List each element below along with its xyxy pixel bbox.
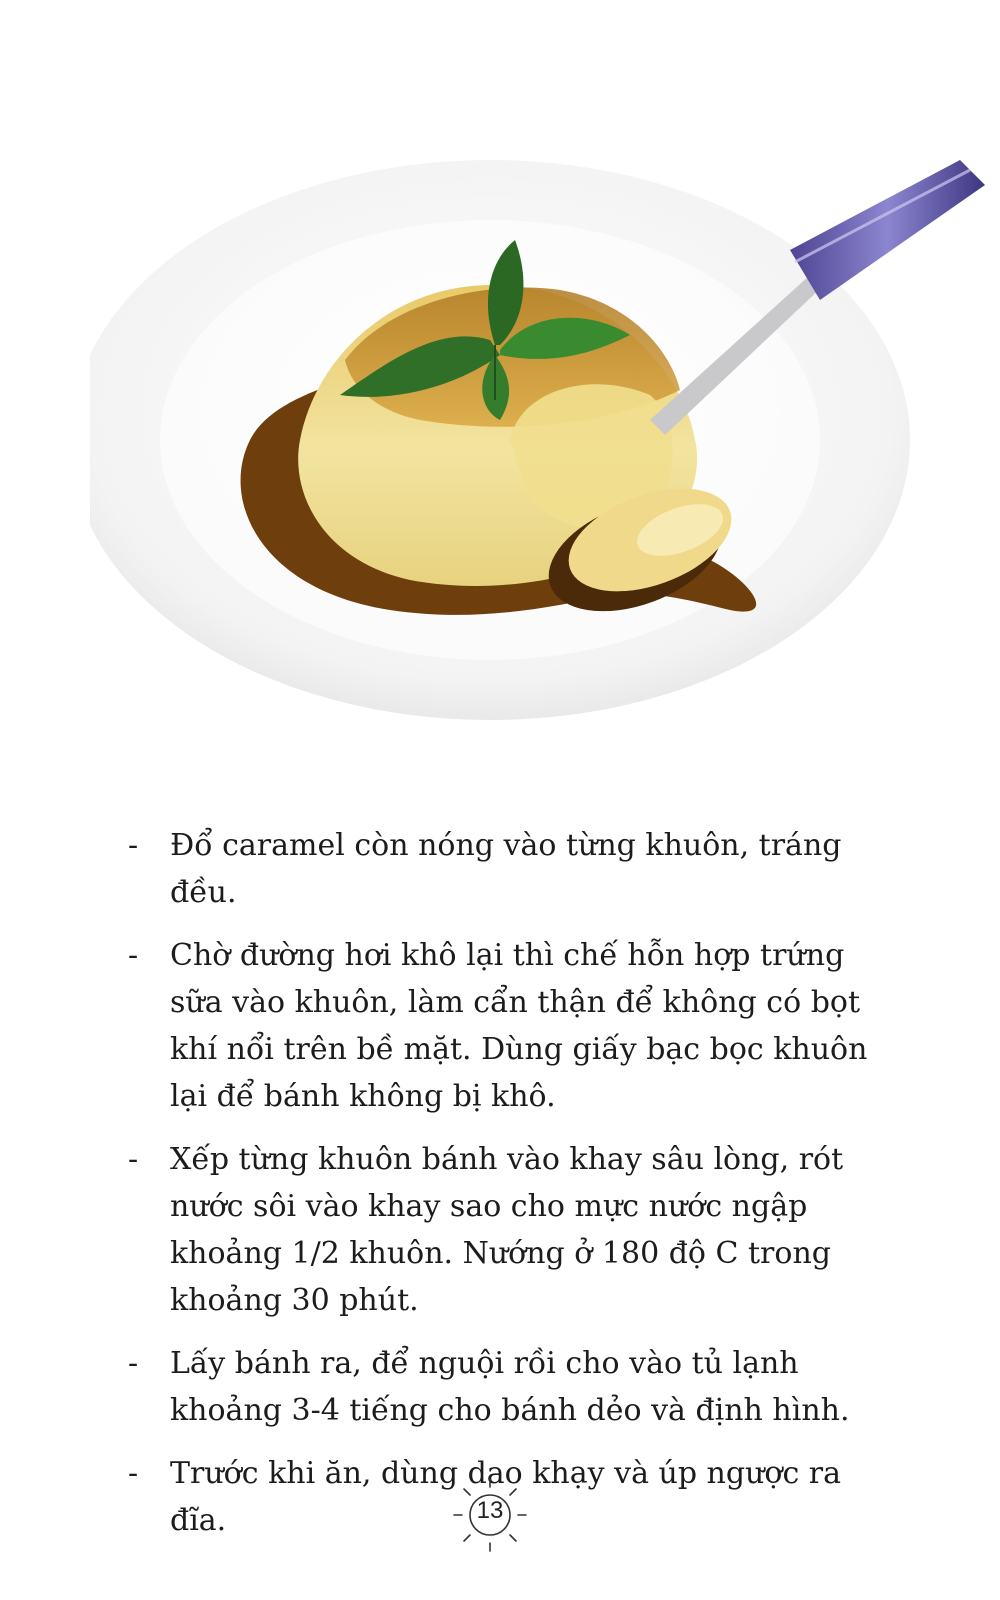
step-bullet: - xyxy=(128,1346,139,1381)
step-bullet: - xyxy=(128,828,139,863)
flan-photo xyxy=(90,140,990,780)
flan-illustration xyxy=(90,140,990,780)
step-text: Lấy bánh ra, để nguội rồi cho vào tủ lạnh khoảng 3-4 tiếng cho bánh dẻo và định hình. xyxy=(170,1346,850,1428)
step-bullet: - xyxy=(128,938,139,973)
page-number-text: 13 xyxy=(476,1497,504,1524)
step-item xyxy=(0,1340,1000,1434)
step-item xyxy=(0,1136,1000,1324)
step-text: Đổ caramel còn nóng vào từng khuôn, tráng đều. xyxy=(170,828,842,910)
step-item xyxy=(0,822,1000,916)
step-text: Xếp từng khuôn bánh vào khay sâu lòng, rót nước sôi vào khay sao cho mực nước ngập khoảng 1/2 khuôn. Nướng ở 180 độ C trong khoảng 30 phút. xyxy=(170,1142,844,1318)
step-text: Chờ đường hơi khô lại thì chế hỗn hợp trứng sữa vào khuôn, làm cẩn thận để không có bọt khí nổi trên bề mặt. Dùng giấy bạc bọc khuôn lại để bánh không bị khô. xyxy=(170,938,868,1114)
step-bullet: - xyxy=(128,1142,139,1177)
step-bullet: - xyxy=(128,1456,139,1491)
recipe-steps xyxy=(0,822,1000,1560)
step-text: Trước khi ăn, dùng dao khạy và úp ngược ra đĩa. xyxy=(170,1456,842,1538)
page-number xyxy=(450,1475,530,1555)
step-item xyxy=(0,932,1000,1120)
